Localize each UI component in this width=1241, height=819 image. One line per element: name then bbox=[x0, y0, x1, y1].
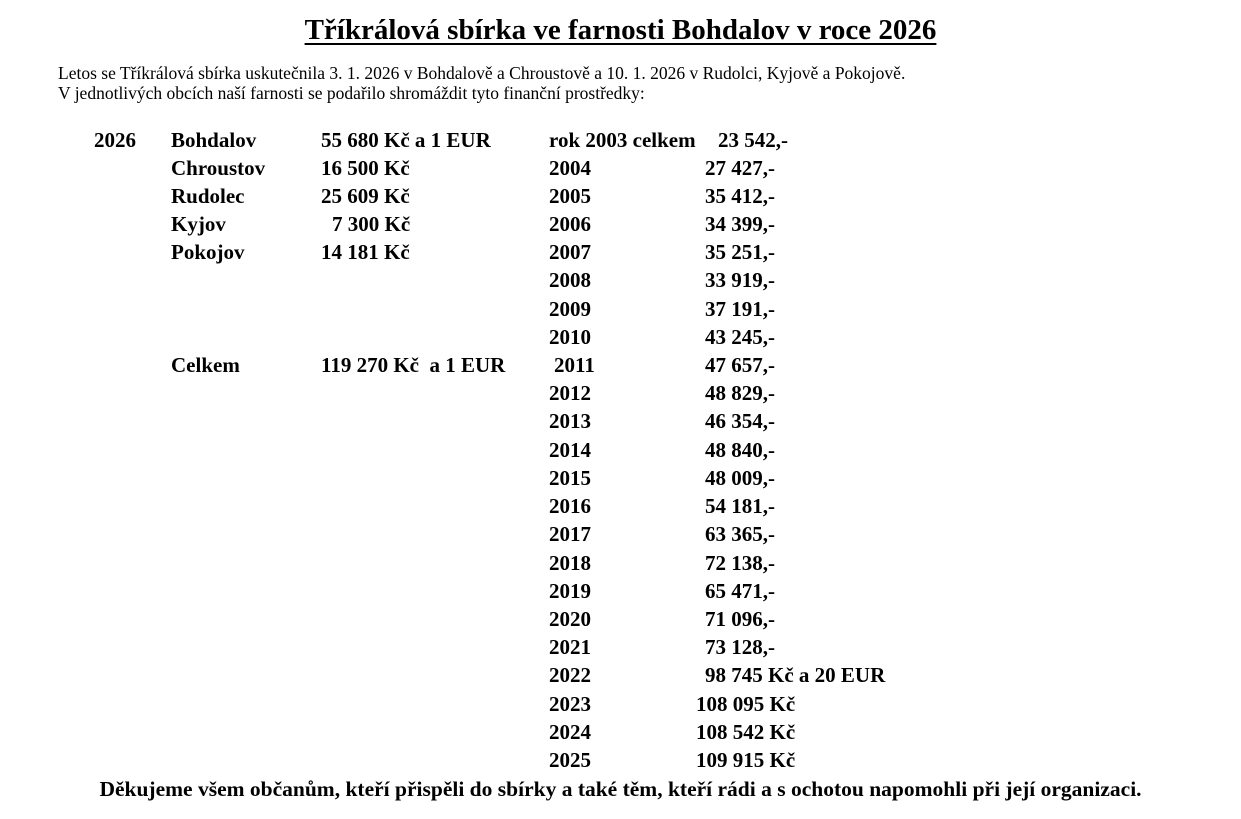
history-year: 2004 bbox=[549, 156, 591, 180]
place-amount: 14 181 Kč bbox=[321, 240, 410, 264]
history-year: 2008 bbox=[549, 268, 591, 292]
history-amount: 23 542,- bbox=[718, 128, 788, 152]
history-year: 2019 bbox=[549, 579, 591, 603]
total-label: Celkem bbox=[171, 353, 240, 377]
place-name: Pokojov bbox=[171, 240, 245, 264]
place-amount: 25 609 Kč bbox=[321, 184, 410, 208]
place-name: Kyjov bbox=[171, 212, 226, 236]
history-amount: 46 354,- bbox=[705, 409, 775, 433]
history-year: 2024 bbox=[549, 720, 591, 744]
intro-line-1: Letos se Tříkrálová sbírka uskutečnila 3. 1. 2026 v Bohdalově a Chroustově a 10. 1. 2026 v Rudolci, Kyjově a Pokojově. bbox=[58, 63, 906, 83]
history-amount: 108 542 Kč bbox=[696, 720, 796, 744]
history-year: 2011 bbox=[554, 353, 595, 377]
history-amount: 63 365,- bbox=[705, 522, 775, 546]
history-amount: 33 919,- bbox=[705, 268, 775, 292]
current-year-label: 2026 bbox=[94, 128, 136, 152]
place-amount: 16 500 Kč bbox=[321, 156, 410, 180]
history-amount: 71 096,- bbox=[705, 607, 775, 631]
history-year: 2018 bbox=[549, 551, 591, 575]
history-amount: 48 829,- bbox=[705, 381, 775, 405]
place-amount: 7 300 Kč bbox=[332, 212, 411, 236]
history-amount: 43 245,- bbox=[705, 325, 775, 349]
total-amount: 119 270 Kč a 1 EUR bbox=[321, 353, 506, 377]
history-year: rok 2003 celkem bbox=[549, 128, 696, 152]
history-amount: 72 138,- bbox=[705, 551, 775, 575]
history-amount: 37 191,- bbox=[705, 297, 775, 321]
history-year: 2023 bbox=[549, 692, 591, 716]
history-year: 2007 bbox=[549, 240, 591, 264]
history-amount: 35 412,- bbox=[705, 184, 775, 208]
history-amount: 27 427,- bbox=[705, 156, 775, 180]
history-year: 2006 bbox=[549, 212, 591, 236]
history-year: 2021 bbox=[549, 635, 591, 659]
intro-text bbox=[58, 63, 905, 103]
history-year: 2012 bbox=[549, 381, 591, 405]
history-amount: 47 657,- bbox=[705, 353, 775, 377]
history-amount: 108 095 Kč bbox=[696, 692, 796, 716]
history-amount: 65 471,- bbox=[705, 579, 775, 603]
history-amount: 54 181,- bbox=[705, 494, 775, 518]
intro-line-2: V jednotlivých obcích naší farnosti se podařilo shromáždit tyto finanční prostředky: bbox=[58, 83, 645, 103]
history-year: 2025 bbox=[549, 748, 591, 772]
history-amount: 34 399,- bbox=[705, 212, 775, 236]
place-name: Rudolec bbox=[171, 184, 245, 208]
history-year: 2015 bbox=[549, 466, 591, 490]
history-year: 2005 bbox=[549, 184, 591, 208]
history-amount: 35 251,- bbox=[705, 240, 775, 264]
place-name: Chroustov bbox=[171, 156, 266, 180]
history-year: 2017 bbox=[549, 522, 591, 546]
history-amount: 109 915 Kč bbox=[696, 748, 796, 772]
history-year: 2014 bbox=[549, 438, 591, 462]
history-year: 2016 bbox=[549, 494, 591, 518]
history-year: 2020 bbox=[549, 607, 591, 631]
place-name: Bohdalov bbox=[171, 128, 257, 152]
history-year: 2010 bbox=[549, 325, 591, 349]
history-year: 2013 bbox=[549, 409, 591, 433]
history-amount: 73 128,- bbox=[705, 635, 775, 659]
history-amount: 48 840,- bbox=[705, 438, 775, 462]
history-amount: 98 745 Kč a 20 EUR bbox=[705, 663, 886, 687]
history-amount: 48 009,- bbox=[705, 466, 775, 490]
history-year: 2009 bbox=[549, 297, 591, 321]
history-year: 2022 bbox=[549, 663, 591, 687]
thank-you-text: Děkujeme všem občanům, kteří přispěli do sbírky a také těm, kteří rádi a s ochotou napomohli při její organizaci. bbox=[99, 777, 1142, 801]
page-title: Tříkrálová sbírka ve farnosti Bohdalov v roce 2026 bbox=[304, 14, 937, 46]
place-amount: 55 680 Kč a 1 EUR bbox=[321, 128, 491, 152]
